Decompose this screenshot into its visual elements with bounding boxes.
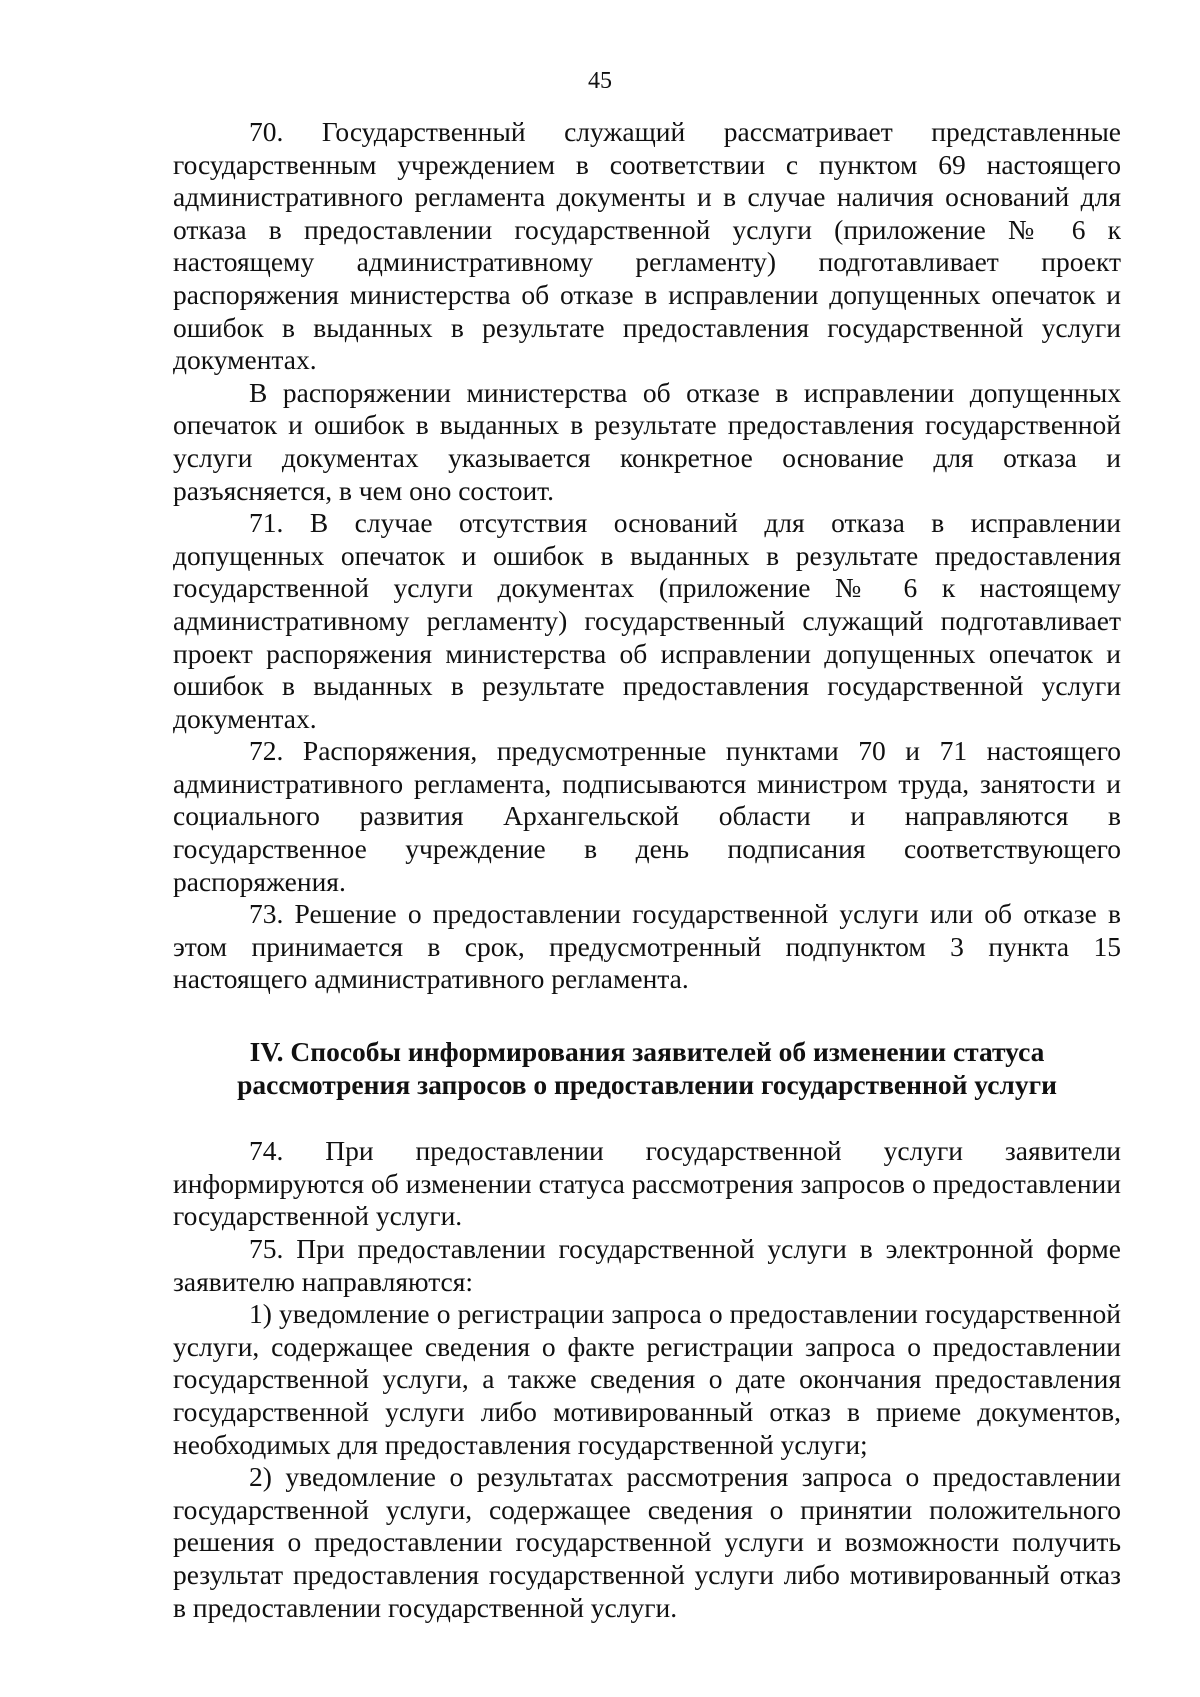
- paragraph-75: 75. При предоставлении государственной услуги в электронной форме заявителю направляются:: [173, 1233, 1121, 1297]
- paragraph-70-refusal-reason: В распоряжении министерства об отказе в исправлении допущенных опечаток и ошибок в выданных в результате предоставления государственной услуги документах указывается конкретное основание для отказа и разъясняется, в чем оно состоит.: [173, 376, 1121, 506]
- section-heading: [173, 1036, 1121, 1101]
- page-number: 45: [588, 68, 612, 94]
- list-item-1: 1) уведомление о регистрации запроса о предоставлении государственной услуги, содержащее сведения о факте регистрации запроса о предоставлении государственной услуги, а также сведения о дате окончания предоставления государственной услуги либо мотивированный отказ в приеме документов, необходимых для предоставления государственной услуги;: [173, 1298, 1121, 1460]
- paragraph-70: 70. Государственный служащий рассматривает представленные государственным учреждением в соответствии с пунктом 69 настоящего административного регламента документы и в случае наличия оснований для отказа в предоставлении государственной услуги (приложение № 6 к настоящему административному регламенту) подготавливает проект распоряжения министерства об отказе в исправлении допущенных опечаток и ошибок в выданных в результате предоставления государственной услуги документах.: [173, 116, 1121, 376]
- section-heading-line-1: IV. Способы информирования заявителей об изменении статуса: [249, 1036, 1045, 1068]
- paragraph-72: 72. Распоряжения, предусмотренные пунктами 70 и 71 настоящего административного регламента, подписываются министром труда, занятости и социального развития Архангельской области и направляются в государственное учреждение в день подписания соответствующего распоряжения.: [173, 735, 1121, 897]
- section-heading-line-2: рассмотрения запросов о предоставлении государственной услуги: [237, 1068, 1057, 1100]
- paragraph-73: 73. Решение о предоставлении государственной услуги или об отказе в этом принимается в срок, предусмотренный подпунктом 3 пункта 15 настоящего административного регламента.: [173, 898, 1121, 995]
- document-body: [173, 116, 1121, 1624]
- list-item-2: 2) уведомление о результатах рассмотрения запроса о предоставлении государственной услуги, содержащее сведения о принятии положительного решения о предоставлении государственной услуги и возможности получить результат предоставления государственной услуги либо мотивированный отказ в предоставлении государственной услуги.: [173, 1461, 1121, 1623]
- paragraph-71: 71. В случае отсутствия оснований для отказа в исправлении допущенных опечаток и ошибок в выданных в результате предоставления государственной услуги документах (приложение № 6 к настоящему административному регламенту) государственный служащий подготавливает проект распоряжения министерства об исправлении допущенных опечаток и ошибок в выданных в результате предоставления государственной услуги документах.: [173, 507, 1121, 734]
- paragraph-74: 74. При предоставлении государственной услуги заявители информируются об изменении статуса рассмотрения запросов о предоставлении государственной услуги.: [173, 1135, 1121, 1232]
